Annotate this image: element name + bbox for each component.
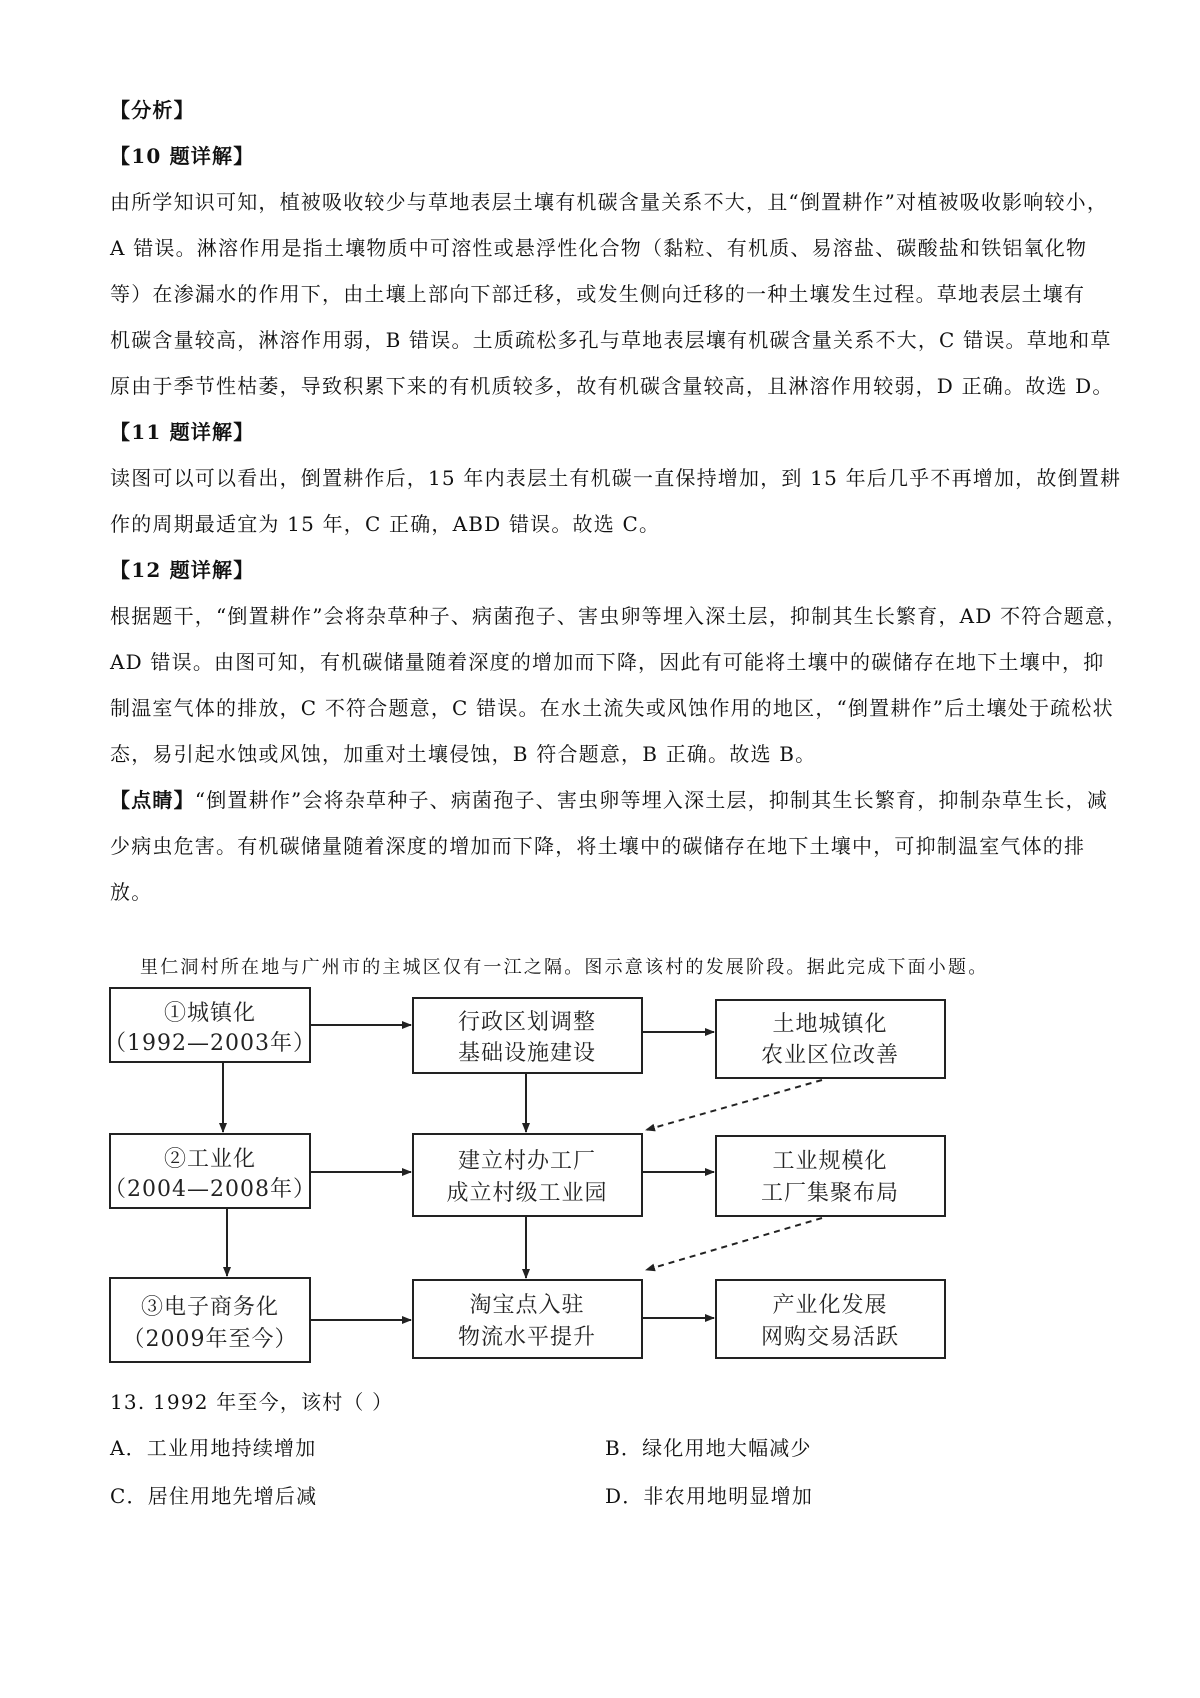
- stage-period: （2004—2008年）: [104, 1177, 316, 1202]
- q11-line: 读图可以可以看出，倒置耕作后，15 年内表层土有机碳一直保持增加，到 15 年后几乎不再增加，故倒置耕: [110, 466, 1122, 490]
- tip-line: 放。: [110, 880, 153, 904]
- measure-line: 建立村办工厂: [457, 1149, 597, 1174]
- option-d[interactable]: D．非农用地明显增加: [605, 1484, 814, 1508]
- question-intro: 里仁洞村所在地与广州市的主城区仅有一江之隔。图示意该村的发展阶段。据此完成下面小题。: [140, 957, 989, 978]
- outcome-line: 网购交易活跃: [760, 1325, 900, 1350]
- tip-label: 【点睛】: [110, 788, 195, 812]
- stage-name: ②工业化: [163, 1147, 257, 1172]
- q11-header: 【11 题详解】: [110, 420, 255, 444]
- outcome-line: 工业规模化: [772, 1149, 888, 1174]
- q10-line: 等）在渗漏水的作用下，由土壤上部向下部迁移，或发生侧向迁移的一种土壤发生过程。草地表层土壤有: [110, 282, 1086, 306]
- measure-line: 物流水平提升: [457, 1325, 597, 1350]
- stage-name: ③电子商务化: [140, 1295, 280, 1320]
- q12-line: 态，易引起水蚀或风蚀，加重对土壤侵蚀，B 符合题意，B 正确。故选 B。: [110, 742, 817, 766]
- measure-line: 行政区划调整: [457, 1010, 597, 1035]
- q12-header: 【12 题详解】: [110, 558, 255, 582]
- q12-line: 制温室气体的排放，C 不符合题意，C 错误。在水土流失或风蚀作用的地区，“倒置耕作”后土壤处于疏松状: [110, 696, 1114, 720]
- option-b[interactable]: B．绿化用地大幅减少: [605, 1436, 812, 1460]
- arrow-dashed: [646, 1080, 822, 1130]
- option-a[interactable]: A．工业用地持续增加: [110, 1436, 317, 1460]
- q10-line: 由所学知识可知，植被吸收较少与草地表层土壤有机碳含量关系不大，且“倒置耕作”对植被吸收影响较小，: [110, 190, 1109, 214]
- outcome-line: 产业化发展: [772, 1293, 888, 1318]
- measure-line: 淘宝点入驻: [469, 1293, 585, 1318]
- q10-header: 【10 题详解】: [110, 144, 255, 168]
- q10-line: A 错误。淋溶作用是指土壤物质中可溶性或悬浮性化合物（黏粒、有机质、易溶盐、碳酸盐和铁铝氧化物: [110, 236, 1088, 260]
- outcome-line: 工厂集聚布局: [760, 1181, 900, 1206]
- outcome-line: 土地城镇化: [772, 1012, 888, 1037]
- question-stem: 13. 1992 年至今，该村（ ）: [110, 1390, 394, 1414]
- q12-line: AD 错误。由图可知，有机碳储量随着深度的增加而下降，因此有可能将土壤中的碳储存在地下土壤中，抑: [110, 650, 1105, 674]
- q10-line: 机碳含量较高，淋溶作用弱，B 错误。土质疏松多孔与草地表层壤有机碳含量关系不大，C 错误。草地和草: [110, 328, 1112, 352]
- q12-line: 根据题干，“倒置耕作”会将杂草种子、病菌孢子、害虫卵等埋入深土层，抑制其生长繁育，AD 不符合题意，: [110, 604, 1128, 628]
- measure-line: 成立村级工业园: [446, 1181, 608, 1206]
- tip-line: 少病虫危害。有机碳储量随着深度的增加而下降，将土壤中的碳储存在地下土壤中，可抑制温室气体的排: [110, 834, 1086, 858]
- measure-line: 基础设施建设: [457, 1041, 597, 1066]
- stage-name: ①城镇化: [163, 1001, 257, 1026]
- stage-period: （2009年至今）: [122, 1327, 298, 1352]
- q10-line: 原由于季节性枯萎，导致积累下来的有机质较多，故有机碳含量较高，且淋溶作用较弱，D 正确。故选 D。: [110, 374, 1114, 398]
- stage-period: （1992—2003年）: [104, 1031, 316, 1056]
- q11-line: 作的周期最适宜为 15 年，C 正确，ABD 错误。故选 C。: [110, 512, 661, 536]
- tip-text: “倒置耕作”会将杂草种子、病菌孢子、害虫卵等埋入深土层，抑制其生长繁育，抑制杂草生长，减: [194, 788, 1109, 812]
- analysis-header: 【分析】: [110, 98, 195, 122]
- option-c[interactable]: C．居住用地先增后减: [110, 1484, 318, 1508]
- outcome-line: 农业区位改善: [760, 1043, 900, 1068]
- arrow-dashed: [646, 1218, 822, 1270]
